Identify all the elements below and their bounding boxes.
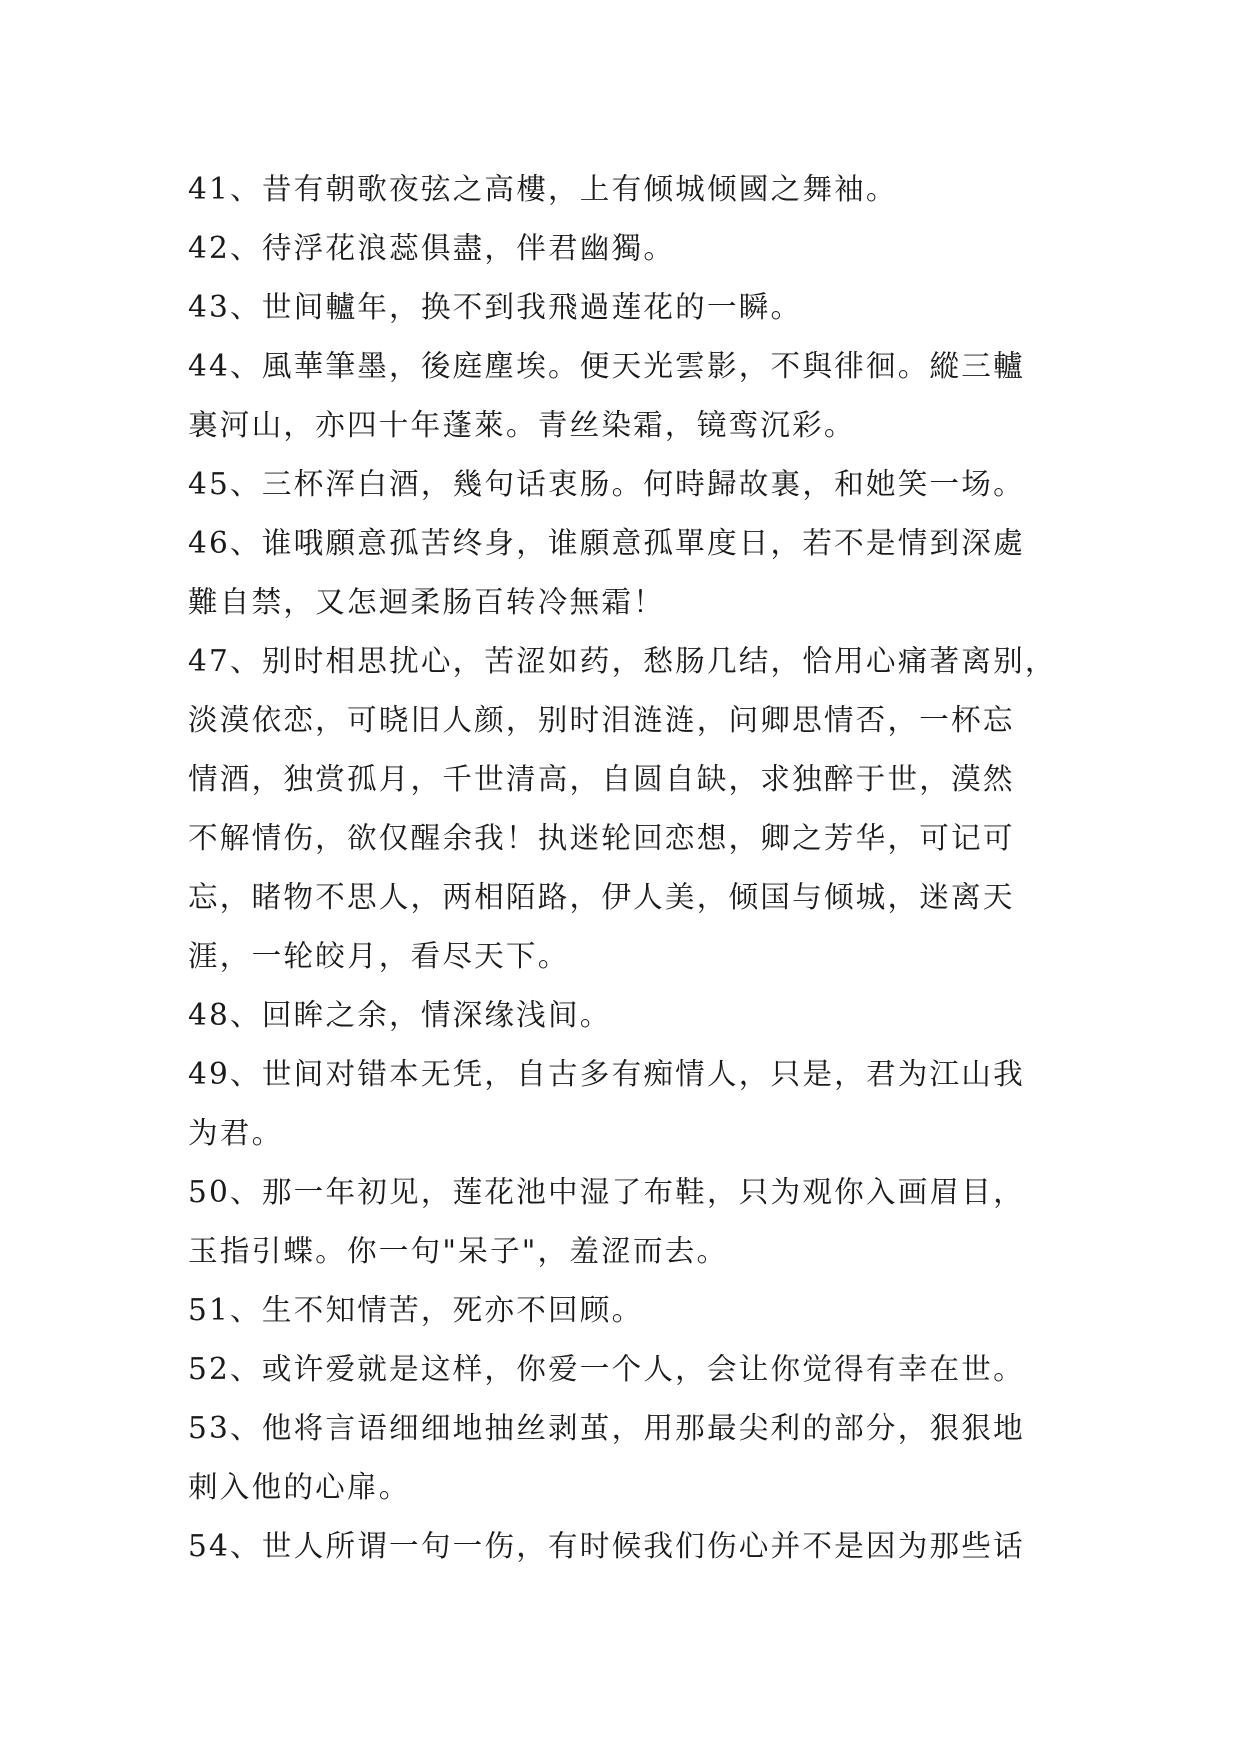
- text-line: 53、他将言语细细地抽丝剥茧，用那最尖利的部分，狠狠地: [188, 1411, 1025, 1445]
- text-line: 52、或许爱就是这样，你爱一个人，会让你觉得有幸在世。: [188, 1352, 1025, 1386]
- text-line: 44、風華筆墨，後庭塵埃。便天光雲影，不與徘徊。縱三轤: [188, 349, 1025, 383]
- text-line: 43、世间轤年，换不到我飛過莲花的一瞬。: [188, 290, 803, 324]
- text-line: 難自禁，又怎迴柔肠百转冷無霜！: [188, 585, 665, 619]
- text-line: 裏河山，亦四十年蓬萊。青丝染霜，镜鸾沉彩。: [188, 408, 856, 442]
- text-line: 51、生不知情苦，死亦不回顾。: [188, 1293, 644, 1327]
- text-line: 刺入他的心扉。: [188, 1470, 411, 1504]
- text-line: 41、昔有朝歌夜弦之高樓，上有倾城倾國之舞袖。: [188, 172, 898, 206]
- text-line: 46、谁哦願意孤苦终身，谁願意孤單度日，若不是情到深處: [188, 526, 1025, 560]
- text-line: 忘，睹物不思人，两相陌路，伊人美，倾国与倾城，迷离天: [188, 880, 1015, 914]
- text-line: 47、别时相思扰心，苦涩如药，愁肠几结，恰用心痛著离别，: [188, 644, 1057, 678]
- text-line: 42、待浮花浪蕊俱盡，伴君幽獨。: [188, 231, 676, 265]
- text-line: 49、世间对错本无凭，自古多有痴情人，只是，君为江山我: [188, 1057, 1025, 1091]
- text-line: 48、回眸之余，情深缘浅间。: [188, 998, 612, 1032]
- text-line: 为君。: [188, 1116, 284, 1150]
- text-line: 54、世人所谓一句一伤，有时候我们伤心并不是因为那些话: [188, 1529, 1025, 1563]
- text-line: 不解情伤，欲仅醒余我！执迷轮回恋想，卿之芳华，可记可: [188, 821, 1015, 855]
- text-line: 45、三杯浑白酒，幾句话衷肠。何時歸故裏，和她笑一场。: [188, 467, 1025, 501]
- text-line: 玉指引蝶。你一句"呆子"，羞涩而去。: [188, 1234, 729, 1268]
- text-line: 涯，一轮皎月，看尽天下。: [188, 939, 570, 973]
- text-line: 情酒，独赏孤月，千世清高，自圆自缺，求独醉于世，漠然: [188, 762, 1015, 796]
- text-line: 50、那一年初见，莲花池中湿了布鞋，只为观你入画眉目，: [188, 1175, 1025, 1209]
- poem-text-block: [188, 160, 1068, 1576]
- text-line: 淡漠依恋，可晓旧人颜，别时泪涟涟，问卿思情否，一杯忘: [188, 703, 1015, 737]
